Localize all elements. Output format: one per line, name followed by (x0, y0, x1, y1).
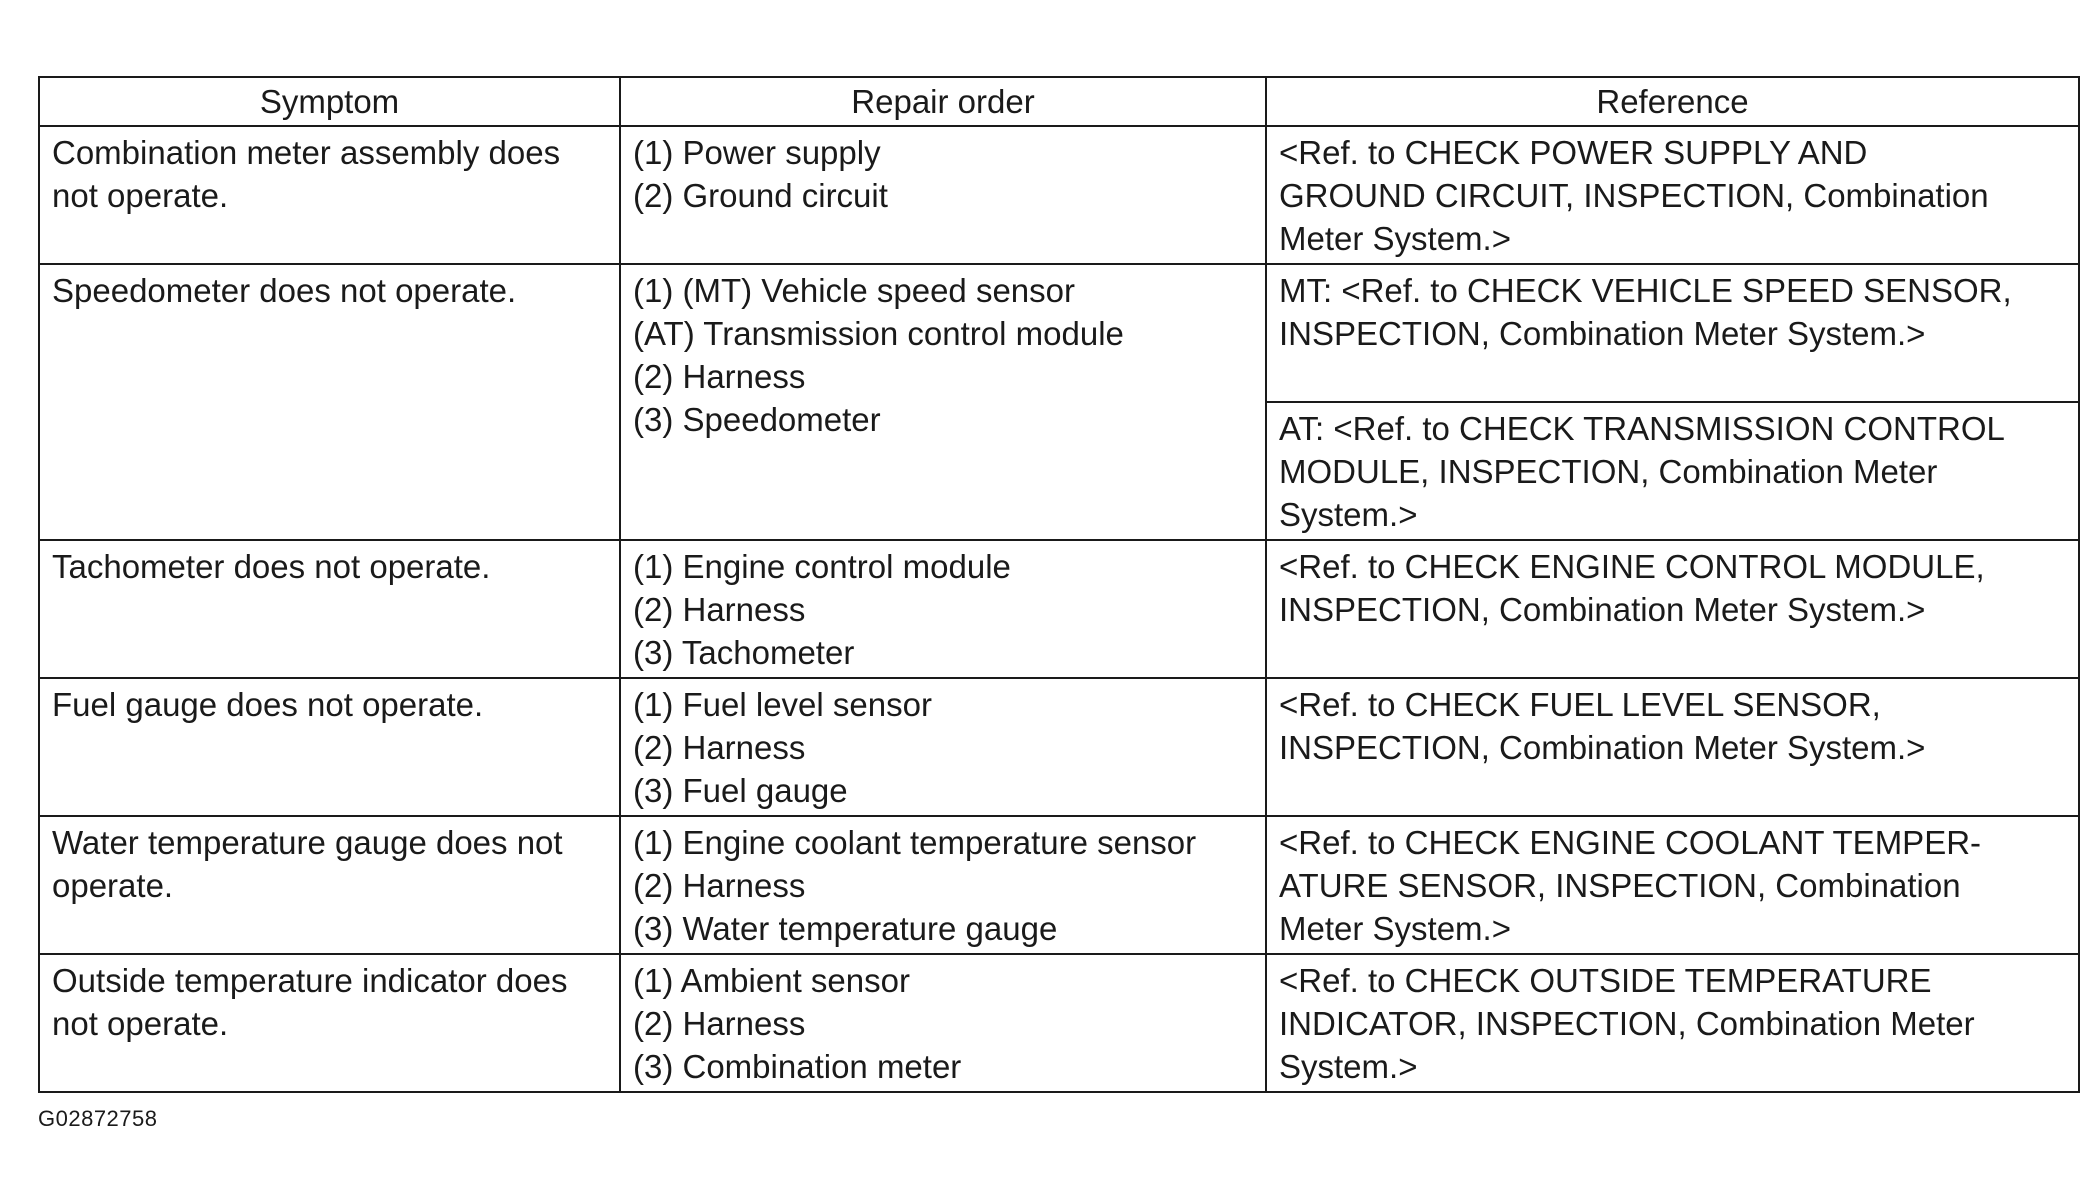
repair-order-cell (620, 126, 1266, 264)
reference-cell (1266, 540, 2079, 678)
symptom-text: not operate. (52, 177, 229, 214)
reference-text: <Ref. to CHECK ENGINE COOLANT TEMPER- (1279, 824, 1982, 861)
reference-cell (1266, 126, 2079, 264)
reference-cell (1266, 954, 2079, 1092)
repair-step: (1) Engine coolant temperature sensor (633, 824, 1197, 861)
reference-text: <Ref. to CHECK ENGINE CONTROL MODULE, (1279, 548, 1985, 585)
reference-cell (1266, 816, 2079, 954)
symptom-repair-table (38, 76, 2080, 1093)
symptom-cell (39, 264, 620, 540)
symptom-cell (39, 954, 620, 1092)
reference-cell-mt (1266, 264, 2079, 402)
symptom-cell (39, 540, 620, 678)
reference-text: MT: <Ref. to CHECK VEHICLE SPEED SENSOR, (1279, 272, 2012, 309)
table-row (39, 264, 2079, 402)
repair-order-cell (620, 954, 1266, 1092)
figure-code: G02872758 (38, 1106, 158, 1131)
table-row (39, 126, 2079, 264)
repair-step: (2) Harness (633, 358, 806, 395)
table-header-row (39, 77, 2079, 126)
header-reference: Reference (1266, 77, 2079, 126)
repair-step: (1) Fuel level sensor (633, 686, 932, 723)
symptom-text: Tachometer does not operate. (52, 548, 491, 585)
reference-cell (1266, 678, 2079, 816)
reference-text: AT: <Ref. to CHECK TRANSMISSION CONTROL (1279, 410, 2005, 447)
repair-step: (3) Combination meter (633, 1048, 962, 1085)
repair-step: (3) Tachometer (633, 634, 855, 671)
header-repair-order: Repair order (620, 77, 1266, 126)
symptom-cell (39, 816, 620, 954)
reference-text: Meter System.> (1279, 910, 1511, 947)
reference-text: ATURE SENSOR, INSPECTION, Combination (1279, 867, 1961, 904)
reference-text: Meter System.> (1279, 220, 1511, 257)
reference-text: System.> (1279, 496, 1418, 533)
table-row (39, 678, 2079, 816)
repair-step: (1) (MT) Vehicle speed sensor (633, 272, 1076, 309)
symptom-text: Speedometer does not operate. (52, 272, 517, 309)
reference-text: INSPECTION, Combination Meter System.> (1279, 729, 1926, 766)
symptom-cell (39, 126, 620, 264)
reference-text: System.> (1279, 1048, 1418, 1085)
symptom-cell (39, 678, 620, 816)
reference-text: INSPECTION, Combination Meter System.> (1279, 591, 1926, 628)
repair-step: (3) Speedometer (633, 401, 881, 438)
repair-step: (2) Ground circuit (633, 177, 888, 214)
repair-order-cell (620, 264, 1266, 540)
reference-cell-at (1266, 402, 2079, 540)
repair-step: (2) Harness (633, 1005, 806, 1042)
repair-step: (1) Ambient sensor (633, 962, 910, 999)
table-row (39, 954, 2079, 1092)
table-row (39, 816, 2079, 954)
table-row (39, 540, 2079, 678)
repair-step: (2) Harness (633, 867, 806, 904)
symptom-text: Outside temperature indicator does (52, 962, 568, 999)
repair-step: (1) Power supply (633, 134, 881, 171)
repair-step: (2) Harness (633, 729, 806, 766)
symptom-text: operate. (52, 867, 174, 904)
header-symptom: Symptom (39, 77, 620, 126)
symptom-text: not operate. (52, 1005, 229, 1042)
reference-text: GROUND CIRCUIT, INSPECTION, Combination (1279, 177, 1989, 214)
reference-text: <Ref. to CHECK POWER SUPPLY AND (1279, 134, 1868, 171)
symptom-text: Water temperature gauge does not (52, 824, 563, 861)
repair-step: (2) Harness (633, 591, 806, 628)
reference-text: MODULE, INSPECTION, Combination Meter (1279, 453, 1938, 490)
repair-step: (AT) Transmission control module (633, 315, 1124, 352)
repair-order-cell (620, 540, 1266, 678)
repair-step: (3) Water temperature gauge (633, 910, 1058, 947)
repair-step: (1) Engine control module (633, 548, 1011, 585)
reference-text: INSPECTION, Combination Meter System.> (1279, 315, 1926, 352)
reference-text: INDICATOR, INSPECTION, Combination Meter (1279, 1005, 1975, 1042)
symptom-text: Combination meter assembly does (52, 134, 561, 171)
repair-step: (3) Fuel gauge (633, 772, 848, 809)
symptom-text: Fuel gauge does not operate. (52, 686, 484, 723)
repair-order-cell (620, 678, 1266, 816)
reference-text: <Ref. to CHECK OUTSIDE TEMPERATURE (1279, 962, 1932, 999)
repair-order-cell (620, 816, 1266, 954)
reference-text: <Ref. to CHECK FUEL LEVEL SENSOR, (1279, 686, 1881, 723)
